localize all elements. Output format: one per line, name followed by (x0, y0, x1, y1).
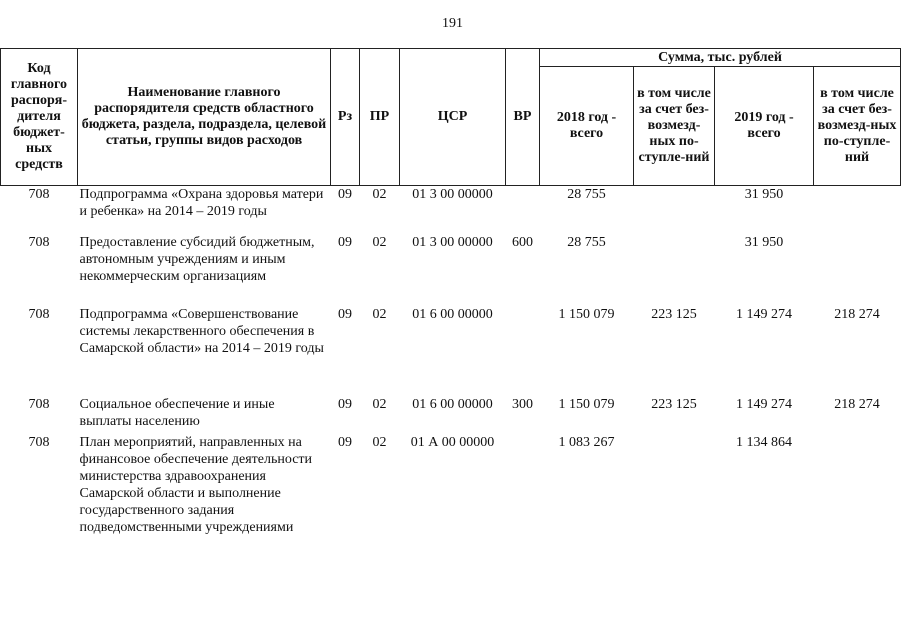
cell-code: 708 (28, 187, 50, 202)
cell-name: Подпрограмма «Совершенствование системы лекарственного обеспечения в Самарской области» на 2014 – 2019 годы (79, 306, 324, 356)
cell-2018-total: 28 755 (567, 234, 606, 250)
cell-2018-total: 28 755 (567, 187, 606, 202)
table-row (1, 434, 901, 558)
cell-pr: 02 (372, 306, 387, 322)
cell-vr: 300 (512, 396, 533, 412)
cell-2019-grants (814, 434, 901, 558)
cell-vr (506, 306, 540, 396)
cell-2019-grants (814, 234, 901, 306)
col-header-2019-grants: в том числе за счет без-возмезд-ных по-ступле-ний (814, 67, 901, 186)
col-header-csr: ЦСР (400, 49, 506, 186)
cell-vr (506, 186, 540, 234)
budget-table (0, 48, 901, 558)
cell-name: Социальное обеспечение и иные выплаты населению (79, 396, 275, 429)
cell-pr: 02 (372, 434, 387, 450)
cell-rz: 09 (338, 187, 352, 202)
cell-name: План мероприятий, направленных на финансовое обеспечение деятельности министерства здравоохранения Самарской области и выполнение государственного задания подведомственными учреждениями (79, 434, 313, 535)
table-row (1, 234, 901, 306)
cell-2018-grants (634, 434, 715, 558)
table-row (1, 306, 901, 396)
col-header-2018-grants: в том числе за счет без-возмезд-ных по-ступле-ний (634, 67, 715, 186)
cell-pr: 02 (372, 187, 387, 202)
cell-pr: 02 (372, 234, 387, 250)
cell-vr (506, 434, 540, 558)
col-header-2019-total: 2019 год - всего (715, 67, 814, 186)
col-header-name: Наименование главного распорядителя средств областного бюджета, раздела, подраздела, целевой статьи, группы видов расходов (78, 49, 331, 186)
cell-2018-total: 1 150 079 (558, 396, 615, 412)
cell-rz: 09 (338, 234, 352, 250)
cell-2018-grants: 223 125 (651, 396, 697, 412)
cell-2019-grants: 218 274 (834, 306, 880, 322)
cell-2018-grants: 223 125 (651, 306, 697, 322)
cell-2019-total: 31 950 (744, 187, 784, 202)
cell-csr: 01 А 00 00000 (410, 434, 495, 450)
table-row (1, 396, 901, 434)
cell-2019-total: 1 149 274 (736, 396, 792, 412)
cell-csr: 01 3 00 00000 (412, 187, 493, 202)
cell-csr: 01 6 00 00000 (412, 396, 493, 412)
cell-name: Подпрограмма «Охрана здоровья матери и ребенка» на 2014 – 2019 годы (79, 187, 324, 219)
cell-2018-grants (634, 186, 715, 234)
cell-2018-total: 1 083 267 (558, 434, 615, 450)
cell-csr: 01 6 00 00000 (412, 306, 493, 322)
cell-2019-total: 1 149 274 (736, 306, 792, 322)
cell-code: 708 (28, 234, 50, 250)
cell-name: Предоставление субсидий бюджетным, автономным учреждениям и иным некоммерческим организациям (79, 234, 315, 284)
cell-rz: 09 (338, 434, 352, 450)
cell-2019-total: 1 134 864 (736, 434, 792, 450)
table-row (1, 186, 901, 234)
cell-csr: 01 3 00 00000 (412, 234, 493, 250)
col-header-sum-group: Сумма, тыс. рублей (540, 49, 901, 67)
page-number: 191 (442, 16, 463, 31)
cell-vr: 600 (512, 234, 533, 250)
cell-2018-grants (634, 234, 715, 306)
col-header-code: Код главного распоря-дителя бюджет-ных средств (1, 49, 78, 186)
cell-pr: 02 (372, 396, 387, 412)
cell-2019-grants: 218 274 (834, 396, 880, 412)
cell-2019-grants (814, 186, 901, 234)
col-header-vr: ВР (506, 49, 540, 186)
col-header-pr: ПР (360, 49, 400, 186)
cell-code: 708 (28, 434, 50, 450)
cell-2019-total: 31 950 (744, 234, 784, 250)
cell-code: 708 (28, 396, 50, 412)
col-header-rz: Рз (331, 49, 360, 186)
cell-code: 708 (28, 306, 50, 322)
cell-2018-total: 1 150 079 (558, 306, 615, 322)
cell-rz: 09 (338, 306, 352, 322)
table-header (1, 49, 901, 186)
col-header-2018-total: 2018 год - всего (540, 67, 634, 186)
cell-rz: 09 (338, 396, 352, 412)
